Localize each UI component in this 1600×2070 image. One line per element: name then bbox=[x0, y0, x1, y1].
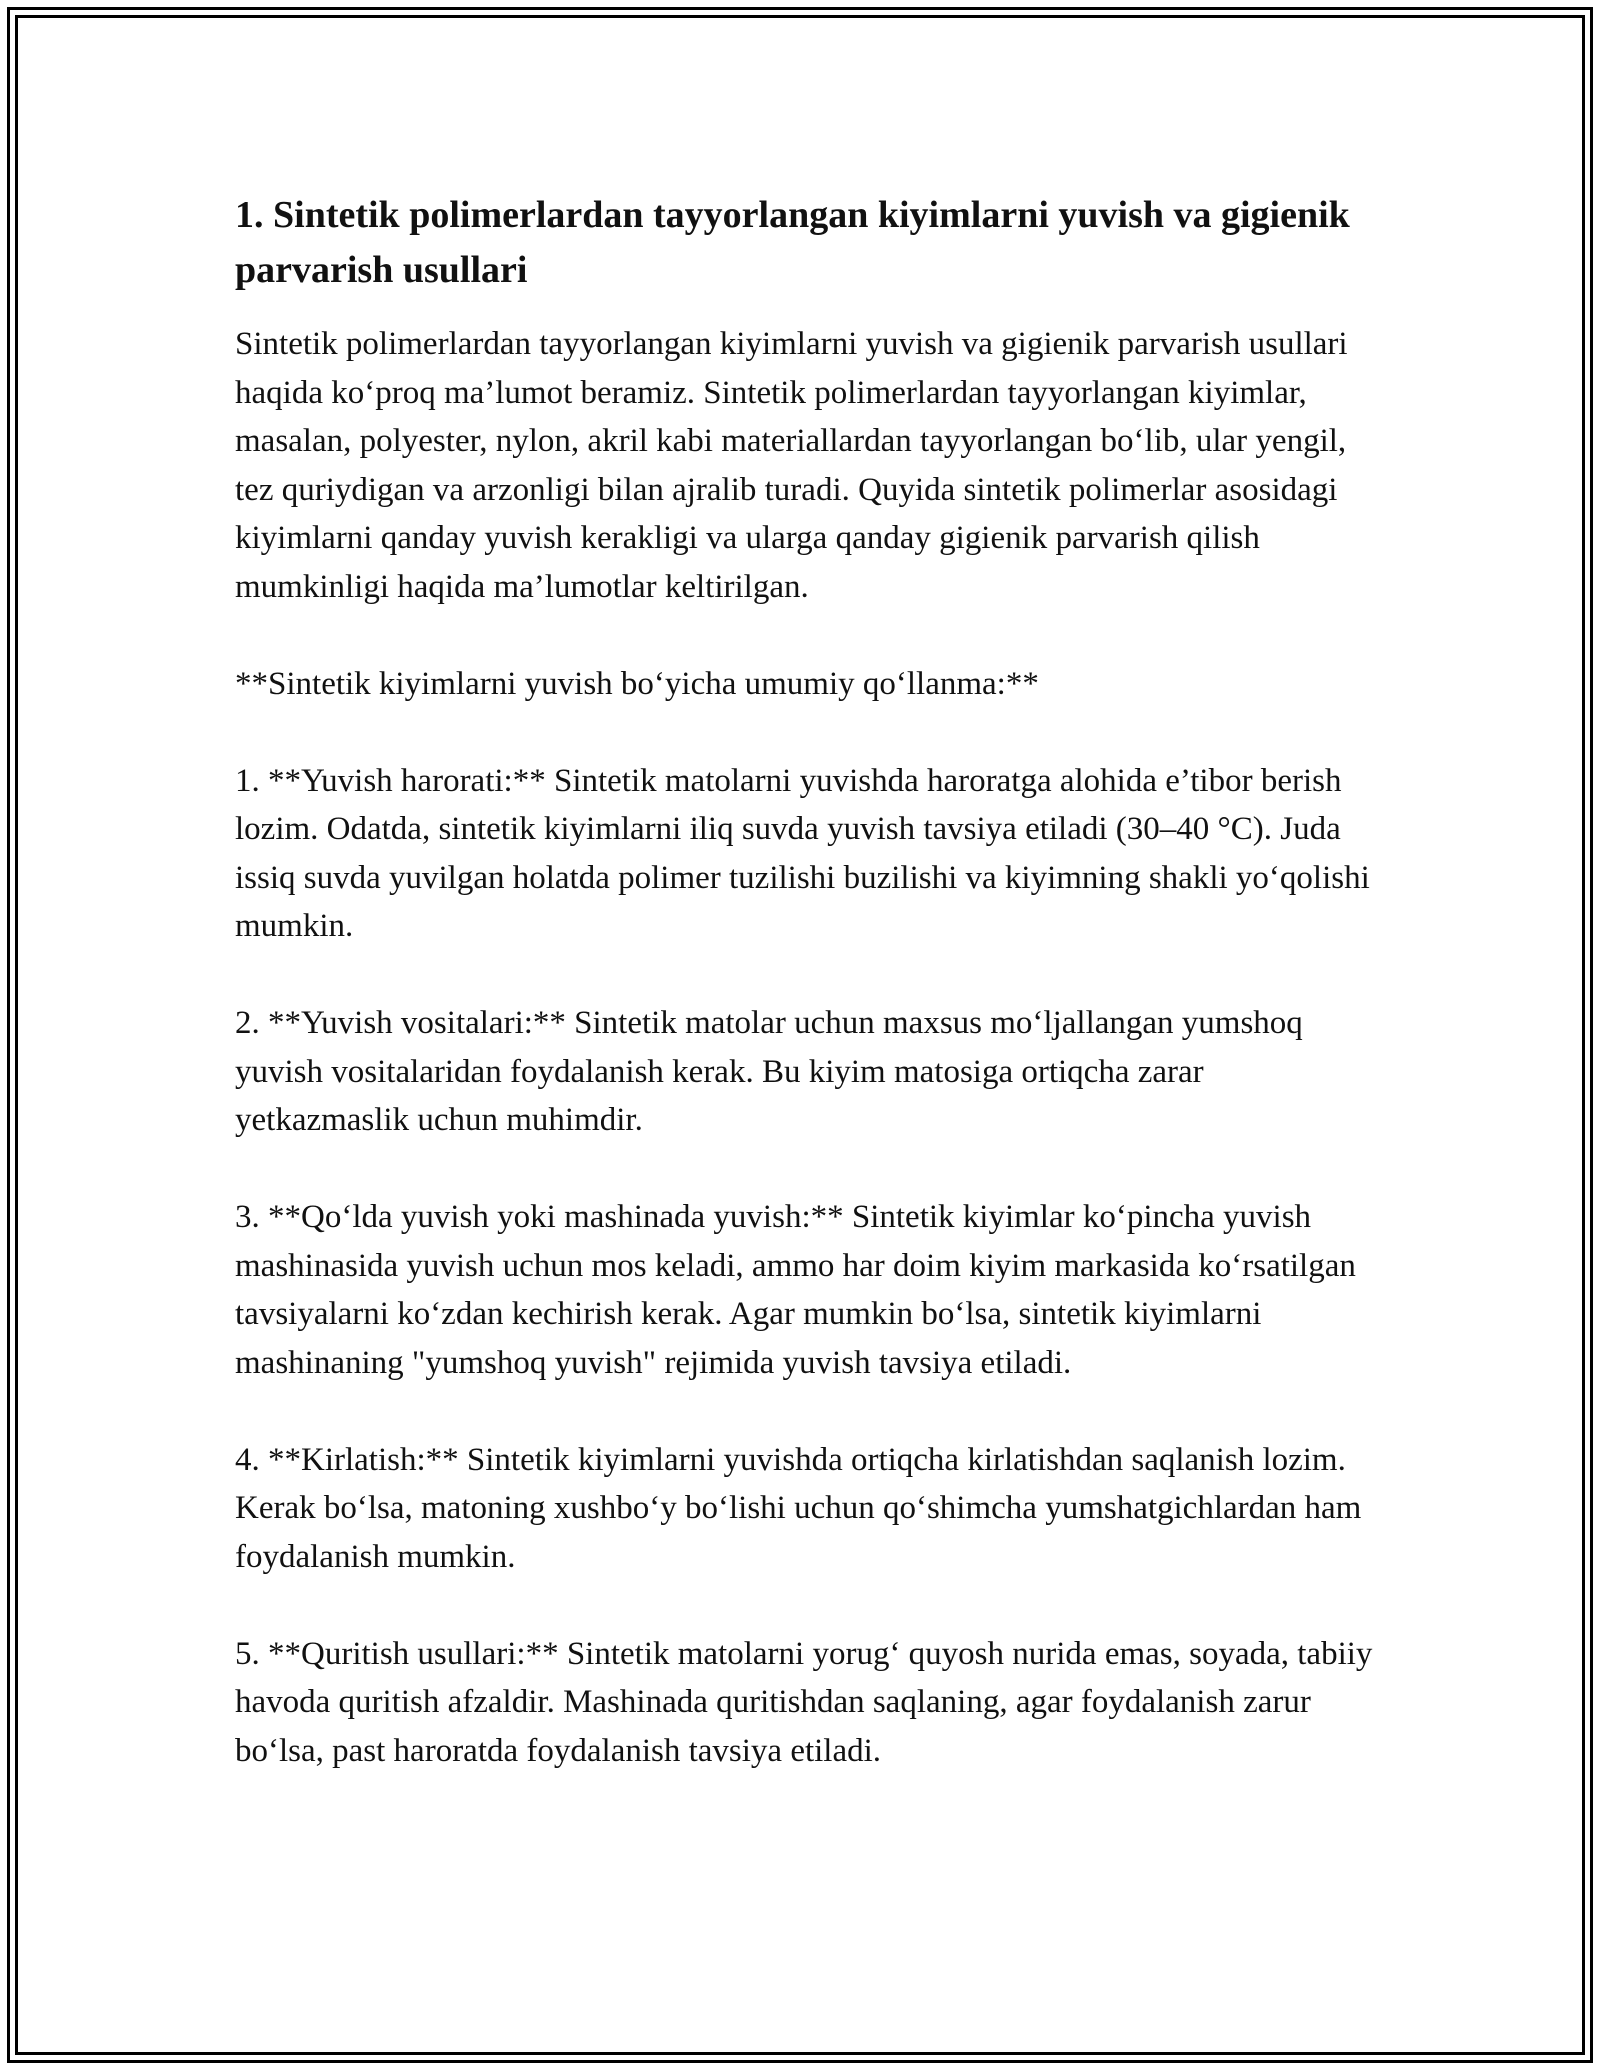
intro-paragraph: Sintetik polimerlardan tayyorlangan kiyimlarni yuvish va gigienik parvarish usullari haqida ko‘proq ma’lumot beramiz. Sintetik polimerlardan tayyorlangan kiyimlar, masalan, polyester, nylon, akril kabi materiallardan tayyorlangan bo‘lib, ular yengil, tez quriydigan va arzonligi bilan ajralib turadi. Quyida sintetik polimerlar asosidagi kiyimlarni qanday yuvish kerakligi va ularga qanday gigienik parvarish qilish mumkinligi haqida ma’lumotlar keltirilgan. bbox=[235, 326, 1348, 605]
list-item-washing-agents: 2. **Yuvish vositalari:** Sintetik matolar uchun maxsus mo‘ljallangan yumshoq yuvish vositalaridan foydalanish kerak. Bu kiyim matosiga ortiqcha zarar yetkazmaslik uchun muhimdir. bbox=[235, 1005, 1303, 1138]
list-item-soiling: 4. **Kirlatish:** Sintetik kiyimlarni yuvishda ortiqcha kirlatishdan saqlanish lozim. Kerak bo‘lsa, matoning xushbo‘y bo‘lishi uchun qo‘shimcha yumshatgichlardan ham foydalanish mumkin. bbox=[235, 1441, 1362, 1575]
list-item-drying-methods: 5. **Quritish usullari:** Sintetik matolarni yorug‘ quyosh nurida emas, soyada, tabiiy havoda quritish afzaldir. Mashinada quritishdan saqlaning, agar foydalanish zarur bo‘lsa, past haroratda foydalanish tavsiya etiladi. bbox=[235, 1635, 1373, 1769]
list-item-washing-temperature: 1. **Yuvish harorati:** Sintetik matolarni yuvishda haroratga alohida e’tibor berish lozim. Odatda, sintetik kiyimlarni iliq suvda yuvish tavsiya etiladi (30–40 °C). Juda issiq suvda yuvilgan holatda polimer tuzilishi buzilishi va kiyimning shakli yo‘qolishi mumkin. bbox=[235, 762, 1370, 944]
list-item-hand-or-machine-wash: 3. **Qo‘lda yuvish yoki mashinada yuvish:** Sintetik kiyimlar ko‘pincha yuvish mashinasida yuvish uchun mos keladi, ammo har doim kiyim markasida ko‘rsatilgan tavsiyalarni ko‘zdan kechirish kerak. Agar mumkin bo‘lsa, sintetik kiyimlarni mashinaning "yumshoq yuvish" rejimida yuvish tavsiya etiladi. bbox=[235, 1199, 1356, 1381]
section-heading: 1. Sintetik polimerlardan tayyorlangan kiyimlarni yuvish va gigienik parvarish usullari bbox=[235, 194, 1350, 291]
document-body bbox=[235, 188, 1375, 1775]
guide-title: **Sintetik kiyimlarni yuvish bo‘yicha umumiy qo‘llanma:** bbox=[235, 665, 1039, 702]
